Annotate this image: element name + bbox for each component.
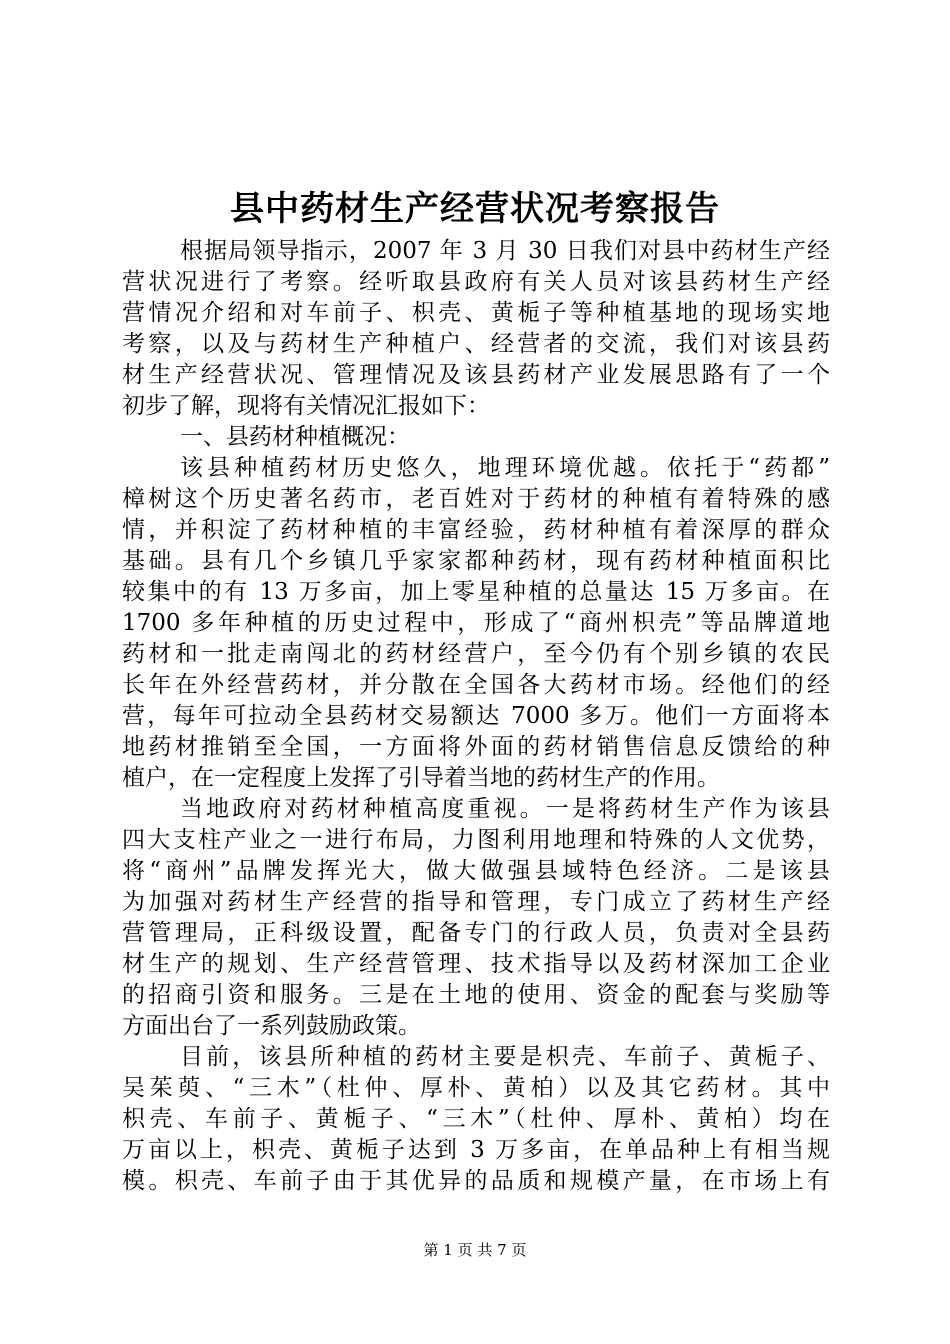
text-line: 营管理局，正科级设置，配备专门的行政人员，负责对全县药 [122, 920, 830, 946]
text-line: 基础。县有几个乡镇几乎家家都种药材，现有药材种植面积比 [122, 548, 830, 574]
text-line: 营，每年可拉动全县药材交易额达 7000 多万。他们一方面将本 [122, 703, 830, 729]
text-line: 1700 多年种植的历史过程中，形成了“商州枳壳”等品牌道地 [122, 610, 830, 636]
text-line: 的招商引资和服务。三是在土地的使用、资金的配套与奖励等 [122, 982, 830, 1008]
text-line: 情，并积淀了药材种植的丰富经验，药材种植有着深厚的群众 [122, 517, 830, 543]
text-line: 该县种植药材历史悠久，地理环境优越。依托于“药都” [180, 455, 830, 481]
text-line: 营状况进行了考察。经听取县政府有关人员对该县药材生产经 [122, 269, 830, 295]
text-line: 材生产经营状况、管理情况及该县药材产业发展思路有了一个 [122, 362, 830, 388]
text-line: 将“商州”品牌发挥光大，做大做强县域特色经济。二是该县 [122, 858, 830, 884]
text-line: 目前，该县所种植的药材主要是枳壳、车前子、黄栀子、 [180, 1044, 830, 1070]
page-number: 第 1 页 共 7 页 [423, 1241, 527, 1259]
document-body [122, 236, 830, 1197]
text-line: 长年在外经营药材，并分散在全国各大药材市场。经他们的经 [122, 672, 830, 698]
text-line: 考察，以及与药材生产种植户、经营者的交流，我们对该县药 [122, 331, 830, 357]
text-line: 植户，在一定程度上发挥了引导着当地的药材生产的作用。 [122, 765, 720, 791]
text-line: 为加强对药材生产经营的指导和管理，专门成立了药材生产经 [122, 889, 830, 915]
text-line: 初步了解，现将有关情况汇报如下： [122, 393, 490, 419]
text-line: 较集中的有 13 万多亩，加上零星种植的总量达 15 万多亩。在 [122, 579, 830, 605]
text-line: 模。枳壳、车前子由于其优异的品质和规模产量，在市场上有 [122, 1168, 830, 1194]
text-line: 枳壳、车前子、黄栀子、“三木”（杜仲、厚朴、黄柏）均在 [122, 1106, 830, 1132]
text-line: 方面出台了一系列鼓励政策。 [122, 1013, 421, 1039]
text-line: 当地政府对药材种植高度重视。一是将药材生产作为该县 [180, 796, 830, 822]
text-line: 营情况介绍和对车前子、枳壳、黄栀子等种植基地的现场实地 [122, 300, 830, 326]
text-line: 材生产的规划、生产经营管理、技术指导以及药材深加工企业 [122, 951, 830, 977]
text-line: 万亩以上，枳壳、黄栀子达到 3 万多亩，在单品种上有相当规 [122, 1137, 830, 1163]
section-heading: 一、县药材种植概况： [180, 424, 410, 450]
text-line: 地药材推销至全国，一方面将外面的药材销售信息反馈给的种 [122, 734, 830, 760]
text-line: 根据局领导指示，2007 年 3 月 30 日我们对县中药材生产经 [180, 238, 830, 264]
document-title: 县中药材生产经营状况考察报告 [230, 189, 720, 229]
text-line: 樟树这个历史著名药市，老百姓对于药材的种植有着特殊的感 [122, 486, 830, 512]
text-line: 药材和一批走南闯北的药材经营户，至今仍有个别乡镇的农民 [122, 641, 830, 667]
text-line: 四大支柱产业之一进行布局，力图利用地理和特殊的人文优势， [122, 827, 830, 853]
text-line: 吴茱萸、“三木”（杜仲、厚朴、黄柏）以及其它药材。其中 [122, 1075, 830, 1101]
